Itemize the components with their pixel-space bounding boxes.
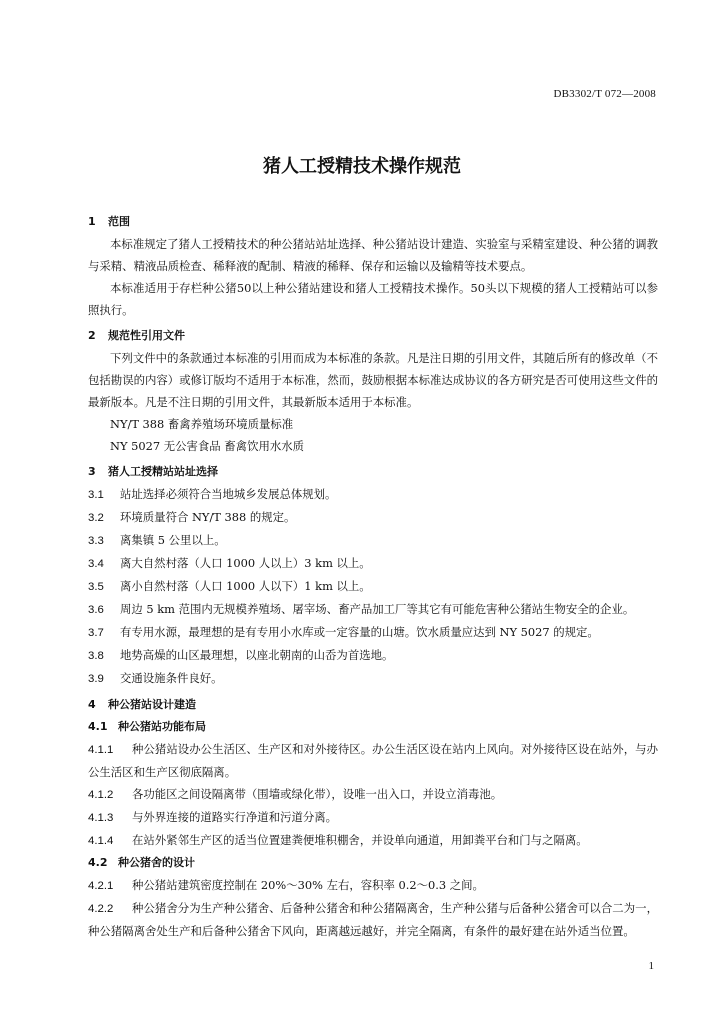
reference-item: NY 5027 无公害食品 畜禽饮用水水质 xyxy=(110,439,305,453)
clause: 4.2.2 种公猪舍分为生产种公猪舍、后备种公猪舍和种公猪隔离舍，生产种公猪与后备种公猪舍可以合二为一，种公猪隔离舍处生产和后备种公猪舍下风向，距离越远越好，并完全隔离，有条件的最好建在站外适当位置。 xyxy=(88,901,658,938)
section-heading-1: 1 范围 xyxy=(88,215,130,228)
paragraph: 本标准适用于存栏种公猪50以上种公猪站建设和猪人工授精技术操作。50头以下规模的猪人工授精站可以参照执行。 xyxy=(88,281,658,317)
standard-code: DB3302/T 072—2008 xyxy=(553,88,656,100)
clause: 3.1 站址选择必须符合当地城乡发展总体规划。 xyxy=(88,487,337,501)
clause: 4.1.3 与外界连接的道路实行净道和污道分离。 xyxy=(88,810,338,824)
clause: 4.1.1 种公猪站设办公生活区、生产区和对外接待区。办公生活区设在站内上风向。对外接待区设在站外，与办公生活区和生产区彻底隔离。 xyxy=(88,742,658,779)
clause: 4.2.1 种公猪站建筑密度控制在 20%～30% 左右，容积率 0.2～0.3 之间。 xyxy=(88,878,484,892)
document-title: 猪人工授精技术操作规范 xyxy=(263,156,461,177)
clause: 3.5 离小自然村落（人口 1000 人以下）1 km 以上。 xyxy=(88,579,371,593)
section-heading-4: 4 种公猪站设计建造 xyxy=(88,698,196,711)
paragraph: 下列文件中的条款通过本标准的引用而成为本标准的条款。凡是注日期的引用文件，其随后所有的修改单（不包括勘误的内容）或修订版均不适用于本标准，然而，鼓励根据本标准达成协议的各方研究是否可使用这些文件的最新版本。凡是不注日期的引用文件，其最新版本适用于本标准。 xyxy=(88,351,658,409)
clause: 3.7 有专用水源，最理想的是有专用小水库或一定容量的山塘。饮水质量应达到 NY 5027 的规定。 xyxy=(88,625,599,639)
clause: 3.6 周边 5 km 范围内无规模养殖场、屠宰场、畜产品加工厂等其它有可能危害种公猪站生物安全的企业。 xyxy=(88,602,635,616)
section-heading-2: 2 规范性引用文件 xyxy=(88,329,185,342)
clause: 4.1.2 各功能区之间设隔离带（围墙或绿化带），设唯一出入口，并设立消毒池。 xyxy=(88,787,503,801)
clause: 3.4 离大自然村落（人口 1000 人以上）3 km 以上。 xyxy=(88,556,371,570)
section-heading-3: 3 猪人工授精站站址选择 xyxy=(88,465,218,478)
subsection-heading-4-2: 4.2 种公猪舍的设计 xyxy=(88,856,195,869)
clause: 3.9 交通设施条件良好。 xyxy=(88,671,223,685)
reference-item: NY/T 388 畜禽养殖场环境质量标准 xyxy=(110,417,294,431)
paragraph: 本标准规定了猪人工授精技术的种公猪站站址选择、种公猪站设计建造、实验室与采精室建设、种公猪的调教与采精、精液品质检查、稀释液的配制、精液的稀释、保存和运输以及输精等技术要点。 xyxy=(88,237,658,273)
document-body xyxy=(88,211,658,942)
clause: 4.1.4 在站外紧邻生产区的适当位置建粪便堆积棚舍，并设单向通道，用卸粪平台和门与之隔离。 xyxy=(88,833,588,847)
page-number: 1 xyxy=(648,960,654,972)
subsection-heading-4-1: 4.1 种公猪站功能布局 xyxy=(88,720,206,733)
clause: 3.2 环境质量符合 NY/T 388 的规定。 xyxy=(88,510,296,524)
clause: 3.3 离集镇 5 公里以上。 xyxy=(88,533,226,547)
clause: 3.8 地势高燥的山区最理想，以座北朝南的山岙为首选地。 xyxy=(88,648,394,662)
